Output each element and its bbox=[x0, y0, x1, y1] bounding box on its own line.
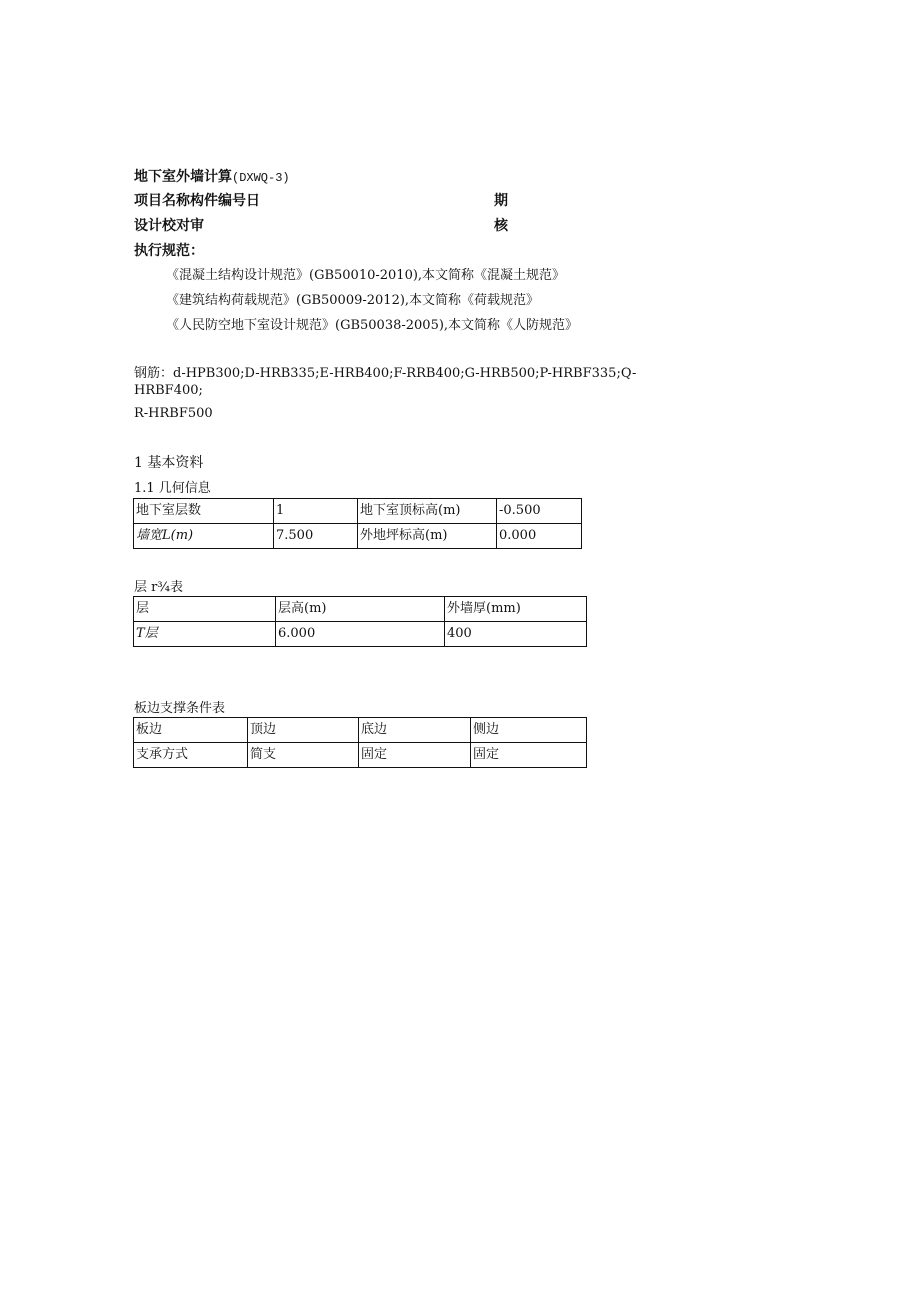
standard-item: 《人民防空地下室设计规范》(GB50038-2005),本文简称《人防规范》 bbox=[166, 318, 579, 333]
section-title: 1 基本资料 bbox=[134, 455, 204, 471]
table-cell: T层 bbox=[134, 622, 276, 647]
table-cell: 固定 bbox=[359, 743, 471, 768]
project-info-label-end: 期 bbox=[494, 193, 508, 209]
table-cell: 固定 bbox=[471, 743, 587, 768]
column-header: 底边 bbox=[359, 718, 471, 743]
column-header: 侧边 bbox=[471, 718, 587, 743]
column-header: 层 bbox=[134, 597, 276, 622]
table-cell: 墙宽L(m) bbox=[134, 524, 274, 549]
table-row bbox=[134, 743, 587, 768]
table-cell: 简支 bbox=[248, 743, 359, 768]
table-cell: 0.000 bbox=[497, 524, 582, 549]
table-row bbox=[134, 524, 582, 549]
table-cell: 地下室顶标高(m) bbox=[358, 499, 497, 524]
table-cell: 外地坪标高(m) bbox=[358, 524, 497, 549]
page-title bbox=[134, 166, 290, 186]
layer-table-caption: 层 r¾表 bbox=[134, 580, 183, 595]
column-header: 板边 bbox=[134, 718, 248, 743]
column-header: 外墙厚(mm) bbox=[445, 597, 587, 622]
rebar-line-2: HRBF400; bbox=[134, 383, 203, 398]
table-cell: 1 bbox=[274, 499, 358, 524]
layer-table bbox=[133, 596, 587, 647]
column-header: 顶边 bbox=[248, 718, 359, 743]
subsection-title: 1.1 几何信息 bbox=[134, 481, 211, 496]
table-cell: -0.500 bbox=[497, 499, 582, 524]
title-code: (DXWQ-3) bbox=[232, 171, 290, 185]
project-info-label: 项目名称构件编号日 bbox=[134, 193, 260, 209]
table-header-row bbox=[134, 597, 587, 622]
standards-label: 执行规范： bbox=[134, 243, 204, 259]
table-cell: 地下室层数 bbox=[134, 499, 274, 524]
table-header-row bbox=[134, 718, 587, 743]
design-review-label-end: 核 bbox=[494, 218, 508, 234]
standard-item: 《建筑结构荷载规范》(GB50009-2012),本文简称《荷载规范》 bbox=[166, 293, 540, 308]
table-row bbox=[134, 622, 587, 647]
support-table bbox=[133, 717, 587, 768]
table-cell: 7.500 bbox=[274, 524, 358, 549]
table-cell: 支承方式 bbox=[134, 743, 248, 768]
table-cell: 400 bbox=[445, 622, 587, 647]
column-header: 层高(m) bbox=[276, 597, 445, 622]
table-row bbox=[134, 499, 582, 524]
design-review-label: 设计校对审 bbox=[134, 218, 204, 234]
rebar-line-3: R-HRBF500 bbox=[134, 406, 213, 421]
table-cell: 6.000 bbox=[276, 622, 445, 647]
support-table-caption: 板边支撑条件表 bbox=[134, 701, 226, 716]
rebar-line-1: 钢筋：d-HPB300;D-HRB335;E-HRB400;F-RRB400;G-HRB500;P-HRBF335;Q- bbox=[134, 366, 637, 381]
title-text: 地下室外墙计算 bbox=[134, 169, 232, 185]
geometry-table bbox=[133, 498, 582, 549]
standard-item: 《混凝土结构设计规范》(GB50010-2010),本文简称《混凝土规范》 bbox=[166, 268, 566, 283]
